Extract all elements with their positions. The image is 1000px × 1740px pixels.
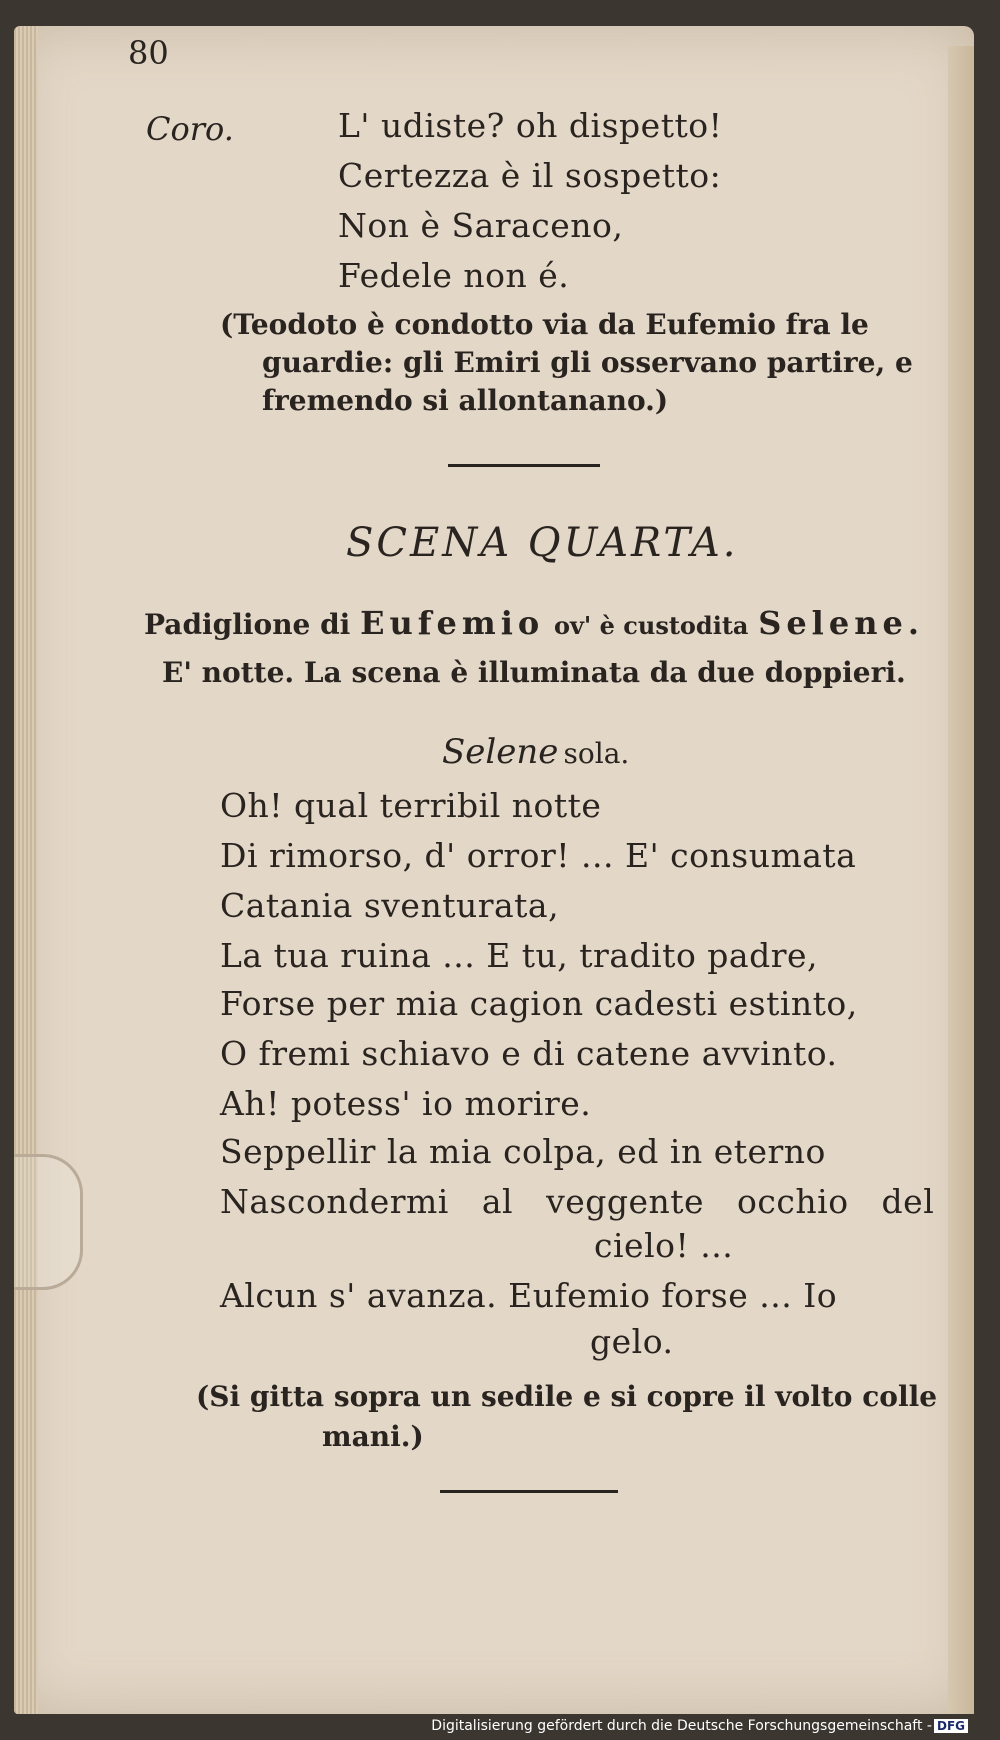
paper-clip bbox=[14, 1154, 83, 1290]
verse-line: Alcun s' avanza. Eufemio forse ... Io bbox=[220, 1276, 838, 1315]
verse-line: Catania sventurata, bbox=[220, 886, 560, 925]
page-edge-left bbox=[14, 26, 38, 1714]
stage-direction: (Teodoto è condotto via da Eufemio fra le bbox=[220, 308, 869, 341]
speaker-selene bbox=[442, 732, 629, 772]
verse-line: Forse per mia cagion cadesti estinto, bbox=[220, 984, 858, 1023]
stage-direction: (Si gitta sopra un sedile e si copre il volto colle bbox=[196, 1380, 938, 1413]
verse-line: Ah! potess' io morire. bbox=[220, 1084, 592, 1123]
speaker-note: sola. bbox=[563, 737, 630, 770]
scene-setting-line: E' notte. La scena è illuminata da due doppieri. bbox=[162, 656, 906, 689]
stage-direction: guardie: gli Emiri gli osservano partire, e bbox=[262, 346, 913, 379]
credit-text: Digitalisierung gefördert durch die Deutsche Forschungsgemeinschaft - bbox=[431, 1718, 932, 1734]
page-edge-right bbox=[948, 46, 974, 1714]
stage-direction: fremendo si allontanano.) bbox=[262, 384, 669, 417]
verse-line: Certezza è il sospetto: bbox=[338, 156, 722, 195]
verse-line-continued: gelo. bbox=[590, 1322, 674, 1361]
verse-line: L' udiste? oh dispetto! bbox=[338, 106, 723, 145]
verse-line: Fedele non é. bbox=[338, 256, 570, 295]
verse-line: Oh! qual terribil notte bbox=[220, 786, 602, 825]
dfg-logo: DFG bbox=[934, 1719, 968, 1733]
verse-line-continued: cielo! ... bbox=[594, 1226, 734, 1265]
verse-line: Non è Saraceno, bbox=[338, 206, 624, 245]
speaker-coro: Coro. bbox=[146, 110, 234, 148]
verse-line: Di rimorso, d' orror! ... E' consumata bbox=[220, 836, 857, 875]
character-name: Eufemio bbox=[360, 604, 545, 642]
setting-text: ov' è custodita bbox=[553, 611, 749, 640]
scene-heading: SCENA QUARTA. bbox=[346, 520, 739, 566]
stage-direction: mani.) bbox=[322, 1420, 424, 1453]
verse-line: Seppellir la mia colpa, ed in eterno bbox=[220, 1132, 826, 1171]
verse-line: La tua ruina ... E tu, tradito padre, bbox=[220, 936, 819, 975]
setting-text: Padiglione di bbox=[144, 608, 351, 641]
verse-line: O fremi schiavo e di catene avvinto. bbox=[220, 1034, 838, 1073]
divider bbox=[448, 464, 600, 467]
scene-setting bbox=[144, 604, 924, 642]
verse-line: Nascondermi al veggente occhio del bbox=[220, 1182, 935, 1221]
divider bbox=[440, 1490, 618, 1493]
speaker-name: Selene bbox=[442, 732, 559, 772]
character-name: Selene. bbox=[758, 604, 924, 642]
digitization-credit bbox=[431, 1718, 968, 1734]
page-number: 80 bbox=[128, 34, 169, 72]
